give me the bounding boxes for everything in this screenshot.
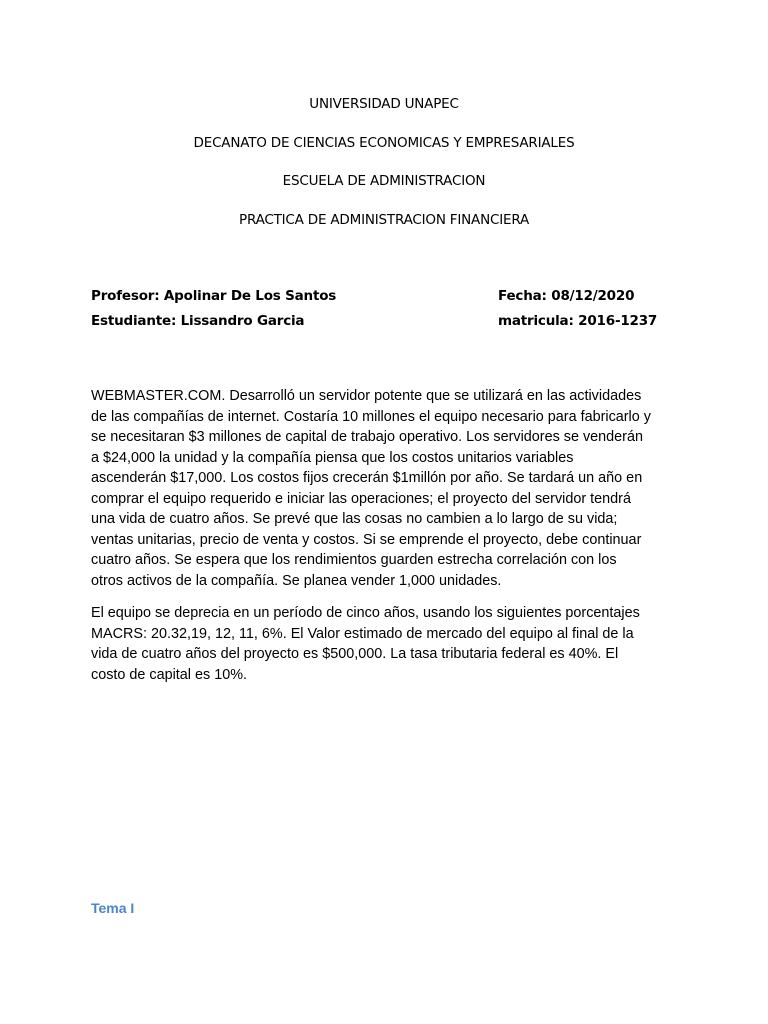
problem-paragraph-2 [91, 603, 681, 685]
school-title: ESCUELA DE ADMINISTRACION [282, 173, 486, 189]
paragraph-line: costo de capital es 10%. [91, 666, 247, 683]
enrollment-label: matricula: 2016-1237 [498, 313, 658, 329]
paragraph-line: cuatro años. Se espera que los rendimientos guarden estrecha correlación con los [91, 552, 617, 568]
professor-label: Profesor: Apolinar De Los Santos [91, 288, 337, 304]
paragraph-line: comprar el equipo requerido e iniciar las operaciones; el proyecto del servidor tendrá [91, 490, 631, 507]
paragraph-line: ascenderán $17,000. Los costos fijos crecerán $1millón por año. Se tardará un año en [91, 470, 643, 486]
paragraph-line: MACRS: 20.32,19, 12, 11, 6%. El Valor estimado de mercado del equipo al final de la [91, 625, 634, 642]
university-title: UNIVERSIDAD UNAPEC [309, 96, 459, 112]
date-label: Fecha: 08/12/2020 [498, 288, 635, 304]
student-label: Estudiante: Lissandro Garcia [91, 313, 305, 329]
paragraph-line: de las compañías de internet. Costaría 10 millones el equipo necesario para fabricarlo y [91, 408, 651, 425]
paragraph-line: otros activos de la compañía. Se planea vender 1,000 unidades. [91, 572, 502, 589]
paragraph-line: WEBMASTER.COM. Desarrolló un servidor potente que se utilizará en las actividades [91, 388, 642, 404]
course-title: PRACTICA DE ADMINISTRACION FINANCIERA [239, 212, 529, 228]
problem-paragraph-1 [91, 386, 681, 591]
paragraph-line: se necesitaran $3 millones de capital de trabajo operativo. Los servidores se venderán [91, 429, 643, 445]
paragraph-line: a $24,000 la unidad y la compañía piensa que los costos unitarios variables [91, 449, 574, 466]
faculty-title: DECANATO DE CIENCIAS ECONOMICAS Y EMPRESARIALES [193, 135, 575, 151]
paragraph-line: El equipo se deprecia en un período de cinco años, usando los siguientes porcentajes [91, 605, 640, 621]
paragraph-line: una vida de cuatro años. Se prevé que las cosas no cambien a lo largo de su vida; [91, 511, 618, 527]
paragraph-line: vida de cuatro años del proyecto es $500,000. La tasa tributaria federal es 40%. El [91, 646, 619, 662]
paragraph-line: ventas unitarias, precio de venta y costos. Si se emprende el proyecto, debe continuar [91, 531, 642, 548]
section-heading: Tema I [91, 900, 135, 916]
